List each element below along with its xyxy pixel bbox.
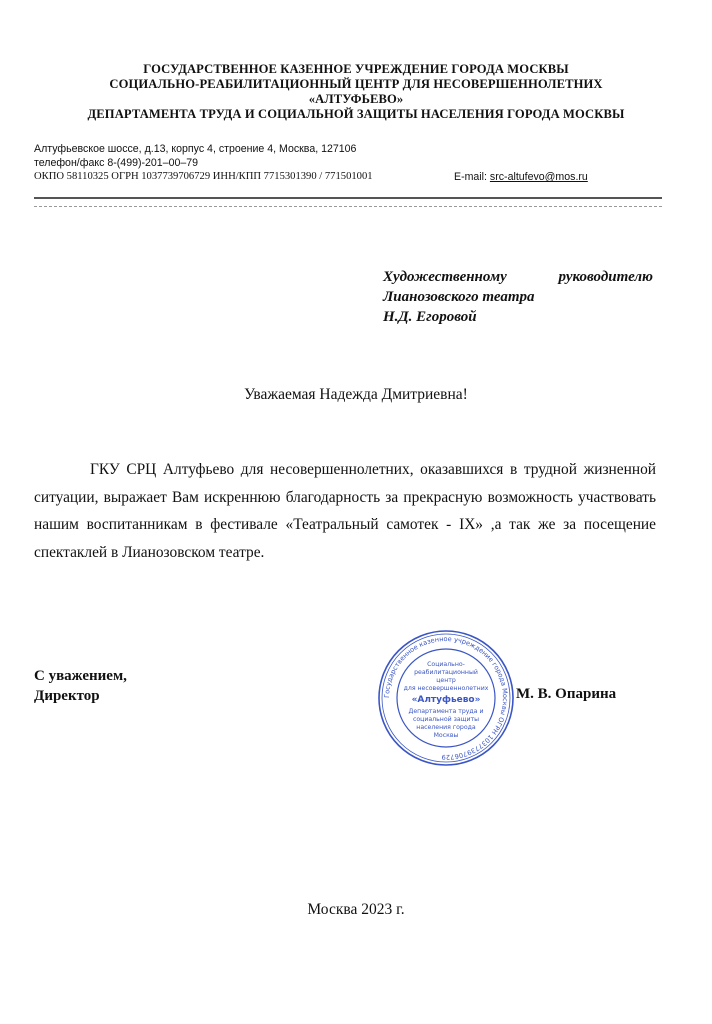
contact-block bbox=[34, 142, 674, 184]
email-label: E-mail: bbox=[454, 171, 487, 183]
stamp-ring-text: Государственное казенное учреждение города Москвы ОГРН 1037739706729 bbox=[382, 634, 510, 762]
header-line-3: «АЛТУФЬЕВО» bbox=[308, 92, 404, 106]
address-line: Алтуфьевское шоссе, д.13, корпус 4, строение 4, Москва, 127106 bbox=[34, 143, 357, 155]
stamp-inner-2: реабилитационный bbox=[414, 669, 478, 676]
email-block bbox=[454, 170, 588, 184]
addressee-line-2: Лианозовского театра bbox=[383, 289, 535, 305]
closing-block bbox=[34, 666, 127, 706]
stamp-name: «Алтуфьево» bbox=[411, 695, 481, 705]
closing-line-1: С уважением, bbox=[34, 668, 127, 684]
stamp-inner-5: Департамента труда и bbox=[408, 708, 484, 715]
stamp-inner-6: социальной защиты bbox=[412, 716, 480, 723]
letter-body: ГКУ СРЦ Алтуфьево для несовершеннолетних, оказавшихся в трудной жизненной ситуации, выражает Вам искреннюю благодарность за прекрасную возможность участвовать нашим воспитанникам в фестивале «Театральный самотек - IX» ,а так же за посещение спектаклей в Лианозовском театре. bbox=[34, 461, 656, 561]
stamp-inner-3: центр bbox=[436, 677, 456, 684]
addressee-line-1b: руководителю bbox=[558, 269, 653, 285]
phone-line: телефон/факс 8-(499)-201–00–79 bbox=[34, 157, 199, 169]
official-stamp bbox=[376, 628, 516, 768]
signer-name: М. В. Опарина bbox=[516, 686, 617, 702]
stamp-inner-1: Социально- bbox=[427, 661, 465, 668]
stamp-inner-text bbox=[404, 661, 489, 739]
salutation: Уважаемая Надежда Дмитриевна! bbox=[244, 386, 468, 403]
organization-header bbox=[20, 62, 692, 122]
registration-codes: ОКПО 58110325 ОГРН 1037739706729 ИНН/КПП 7715301390 / 771501001 bbox=[34, 171, 373, 182]
addressee-block bbox=[383, 267, 653, 327]
place-and-year: Москва 2023 г. bbox=[307, 901, 405, 918]
header-line-2: СОЦИАЛЬНО-РЕАБИЛИТАЦИОННЫЙ ЦЕНТР ДЛЯ НЕСОВЕРШЕННОЛЕТНИХ bbox=[109, 77, 603, 91]
email-link[interactable]: src-altufevo@mos.ru bbox=[489, 171, 588, 183]
stamp-inner-8: Москвы bbox=[433, 732, 459, 739]
stamp-inner-7: населения города bbox=[416, 724, 476, 731]
header-line-1: ГОСУДАРСТВЕННОЕ КАЗЕННОЕ УЧРЕЖДЕНИЕ ГОРОДА МОСКВЫ bbox=[143, 62, 569, 76]
closing-line-2: Директор bbox=[34, 688, 100, 704]
header-divider bbox=[34, 197, 662, 207]
addressee-line-1a: Художественному bbox=[383, 269, 507, 285]
header-line-4: ДЕПАРТАМЕНТА ТРУДА И СОЦИАЛЬНОЙ ЗАЩИТЫ НАСЕЛЕНИЯ ГОРОДА МОСКВЫ bbox=[87, 107, 625, 121]
addressee-line-3: Н.Д. Егоровой bbox=[383, 309, 477, 325]
stamp-inner-4: для несовершеннолетних bbox=[403, 685, 489, 692]
